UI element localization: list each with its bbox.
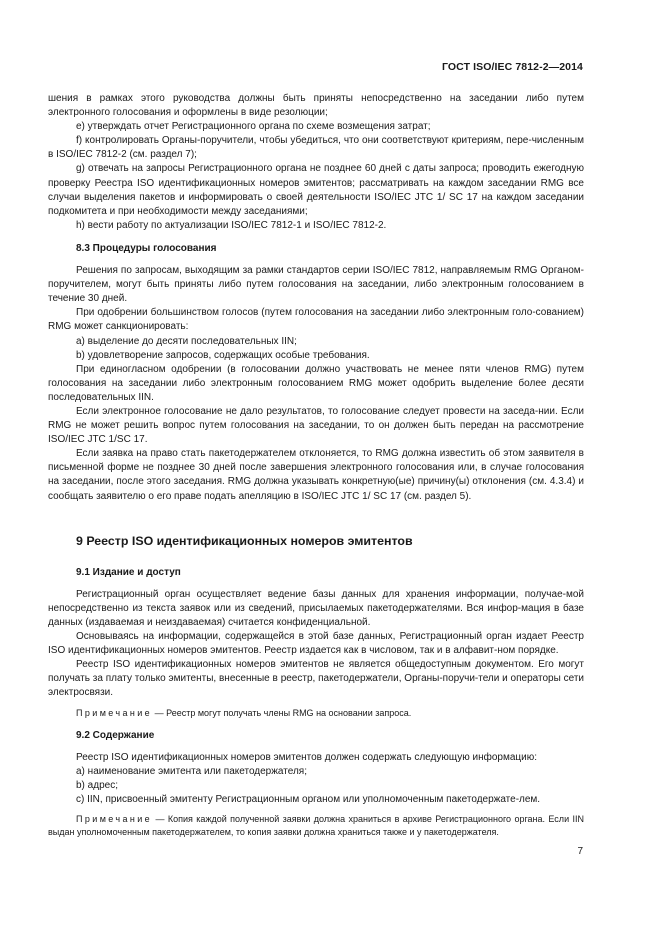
intro-paragraph: шения в рамках этого руководства должны быть приняты непосредственно на заседании либо путем электронного голосования и оформлены в виде резолюции;: [48, 93, 584, 119]
section-8-3-paragraph-2: При одобрении большинством голосов (путем голосования на заседании либо электронным голо-сованием) RMG может санкционировать:: [48, 307, 584, 333]
list-item-g: g) отвечать на запросы Регистрационного органа не позднее 60 дней с даты запроса; проводить ежегодную проверку Реестра ISO идентификационных номеров эмитентов; рассматривать на каждом заседании RMG все случаи выделения пакетов и информировать о своей деятельности ISO/IEC JTC 1/ SC 17 на каждом заседании подкомитета и при необходимости между заседаниями;: [48, 163, 584, 217]
section-9-1-paragraph-1: Регистрационный орган осуществляет ведение базы данных для хранения информации, получае-мой непосредственно из текста заявок или из сведений, присылаемых пакетодержателями. Вся инфор-мация в базе данных (издаваемая и неиздаваемая) считается конфиденциальной.: [48, 588, 584, 628]
section-8-3-paragraph-3: При единогласном одобрении (в голосовании должно участвовать не менее пяти членов RMG) путем голосования на заседании либо электронным голосованием RMG может одобрить выделение более десяти последовательных IIN.: [48, 363, 584, 403]
document-code-header: ГОСТ ISO/IEC 7812-2—2014: [441, 61, 583, 73]
section-8-3-paragraph-4: Если электронное голосование не дало результатов, то голосование следует провести на заседа-нии. Если RMG не может решить вопрос путем голосования на заседании, то он должен быть передан на рассмотрение ISO/IEC JTC 1/SC 17.: [48, 405, 584, 446]
page-number: 7: [577, 846, 583, 857]
note-label: Примечание: [76, 814, 153, 825]
section-9-heading: 9 Реестр ISO идентификационных номеров эмитентов: [76, 533, 413, 548]
page-content: [48, 92, 584, 839]
section-9-2-note: [48, 813, 584, 839]
section-9-1-paragraph-2: Основываясь на информации, содержащейся в этой базе данных, Регистрационный орган издает Реестр ISO идентификационных номеров эмитентов. Реестр издается как в числовом, так и в алфавит-ном порядке.: [48, 631, 584, 657]
section-9-2-list-item-c: c) IIN, присвоенный эмитенту Регистрационным органом или уполномоченным пакетодержате-лем.: [76, 793, 541, 805]
section-8-3-paragraph-1: Решения по запросам, выходящим за рамки стандартов серии ISO/IEC 7812, направляемым RMG Органом-поручителем, могут быть приняты либо путем голосования на заседании, либо электронным голосованием в течение 30 дней.: [48, 265, 584, 305]
section-9-2-paragraph-1: Реестр ISO идентификационных номеров эмитентов должен содержать следующую информацию:: [76, 751, 537, 763]
section-9-1-note: [48, 707, 584, 720]
section-8-3-heading: 8.3 Процедуры голосования: [76, 242, 217, 254]
note-text: — Реестр могут получать члены RMG на основании запроса.: [152, 707, 412, 718]
section-9-2-heading: 9.2 Содержание: [76, 729, 155, 741]
list-item-e: e) утверждать отчет Регистрационного органа по схеме возмещения затрат;: [76, 121, 431, 133]
section-9-1-paragraph-3: Реестр ISO идентификационных номеров эмитентов не является общедоступным документом. Его могут получать за плату только эмитенты, внесенные в реестр, пакетодержатели, Органы-поручи-тели и операторы сети электросвязи.: [48, 659, 584, 699]
note-label: Примечание: [76, 707, 153, 718]
note-text: — Копия каждой полученной заявки должна храниться в архиве Регистрационного органа. Если IIN выдан уполномоченным пакетодержателем, то копия заявки должна храниться также и у пакетодержателя.: [48, 814, 584, 838]
section-9-2-list-item-a: a) наименование эмитента или пакетодержателя;: [76, 765, 307, 777]
section-8-3-list-item-b: b) удовлетворение запросов, содержащих особые требования.: [76, 349, 370, 361]
section-8-3-paragraph-5: Если заявка на право стать пакетодержателем отклоняется, то RMG должна известить об этом заявителя в письменной форме не позднее 30 дней после завершения электронного голосования или, в случае голосования на заседании, после этого заседания. RMG должна указывать конкретную(ые) причину(ы) отклонения (см. 4.3.4) и сообщать заявителю о его праве подать апелляцию в ISO/IEC JTC 1/ SC 17 (см. раздел 5).: [48, 448, 584, 502]
list-item-f: f) контролировать Органы-поручители, чтобы убедиться, что они соответствуют критериям, пере-численным в ISO/IEC 7812-2 (см. раздел 7);: [48, 135, 584, 161]
list-item-h: h) вести работу по актуализации ISO/IEC 7812-1 и ISO/IEC 7812-2.: [76, 219, 387, 231]
section-9-1-heading: 9.1 Издание и доступ: [76, 566, 181, 578]
section-9-2-list-item-b: b) адрес;: [76, 779, 118, 791]
section-8-3-list-item-a: a) выделение до десяти последовательных IIN;: [76, 335, 297, 347]
